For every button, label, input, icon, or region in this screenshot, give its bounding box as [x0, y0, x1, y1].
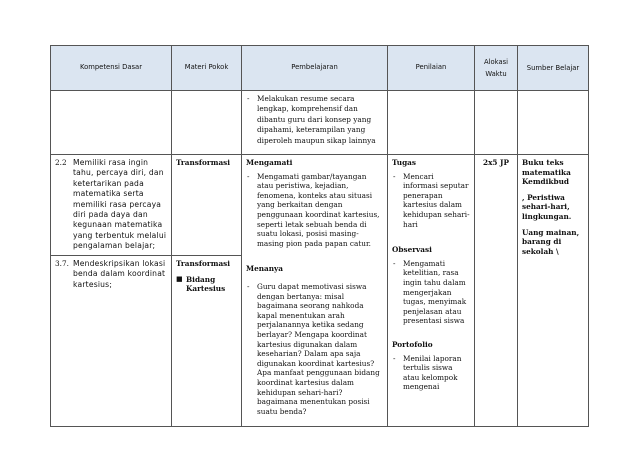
menanya-list — [246, 282, 383, 416]
alokasi-value: 2x5 JP — [483, 158, 509, 168]
list-item: - Melakukan resume secara lengkap, komprehensif dan dibantu guru dari konsep yang dipahami, keterampilan yang diperoleh maupun sikap lainnya — [246, 94, 383, 146]
header-materi: Materi Pokok — [172, 46, 242, 91]
materi-title-2: Transformasi — [176, 259, 231, 269]
materi-cell-2 — [172, 256, 242, 427]
list-item: - Mencari informasi seputar penerapan kartesius dalam kehidupan sehari-hari — [392, 172, 470, 230]
header-pembelajaran: Pembelajaran — [242, 46, 388, 91]
tugas-heading: Tugas — [392, 158, 417, 168]
tugas-list — [392, 172, 470, 230]
header-penilaian: Penilaian — [388, 46, 475, 91]
square-bullet-icon: ■ — [176, 274, 183, 283]
observasi-heading: Observasi — [392, 245, 432, 255]
list-item: - Mengamati ketelitian, rasa ingin tahu dalam mengerjakan tugas, menyimak penjelasan atau presentasi siswa — [392, 259, 470, 326]
table-row-kd-22 — [51, 155, 589, 256]
alokasi-cell — [475, 155, 518, 427]
mengamati-heading: Mengamati — [246, 158, 293, 168]
pembelajaran-cell-top — [242, 91, 388, 155]
list-item: - Mengamati gambar/tayangan atau peristiwa, kejadian, fenomena, konteks atau situasi yang berkaitan dengan penggunaan koordinat kartesius, seperti letak sebuah benda di suatu lokasi, posisi masing-masing pion pada papan catur. — [246, 172, 383, 249]
portofolio-list — [392, 354, 470, 392]
kd-22-number: 2.2 — [55, 158, 67, 168]
table-row-continuation — [51, 91, 589, 155]
kd-37-cell — [51, 256, 172, 427]
header-alokasi: Alokasi Waktu — [475, 46, 518, 91]
kd-37-number: 3.7. — [55, 259, 69, 269]
header-sumber: Sumber Belajar — [518, 46, 589, 91]
portofolio-heading: Portofolio — [392, 339, 433, 349]
rpp-table — [50, 45, 589, 427]
penilaian-cell — [388, 155, 475, 427]
pembelajaran-cell — [242, 155, 388, 427]
kd-22-cell — [51, 155, 172, 256]
observasi-list — [392, 259, 470, 326]
list-item: - Guru dapat memotivasi siswa dengan bertanya: misal bagaimana seorang nahkoda kapal menentukan arah perjalanannya ketika sedang berlayar? Mengapa koordinat kartesius digunakan dalam keseharian? Dalam apa saja digunakan koordinat kartesius? Apa manfaat penggunaan bidang koordinat kartesius dalam kehidupan sehari-hari? bagaimana menentukan posisi suatu benda? — [246, 282, 383, 416]
resume-list — [246, 94, 383, 146]
sumber-cell — [518, 155, 589, 427]
sumber-uang: Uang mainan, barang di sekolah \ — [522, 227, 580, 256]
mengamati-list — [246, 172, 383, 249]
materi-cell-1 — [172, 155, 242, 256]
header-kompetensi: Kompetensi Dasar — [51, 46, 172, 91]
header-row — [51, 46, 589, 91]
materi-bullet-text: Bidang Kartesius — [186, 274, 226, 294]
materi-bullet — [176, 275, 237, 294]
materi-title-1: Transformasi — [176, 158, 231, 168]
sumber-peristiwa: , Peristiwa sehari-hari, lingkungan. — [522, 192, 572, 221]
kd-22-text: Memiliki rasa ingin tahu, percaya diri, dan ketertarikan pada matematika serta memiliki rasa percaya diri pada daya dan kegunaan matematika yang terbentuk melalui pengalaman belajar; — [73, 158, 167, 251]
sumber-buku: Buku teks matematika Kemdikbud — [522, 158, 571, 187]
menanya-heading: Menanya — [246, 264, 284, 274]
list-item: - Menilai laporan tertulis siswa atau kelompok mengenai — [392, 354, 470, 392]
kd-37-text: Mendeskripsikan lokasi benda dalam koordinat kartesius; — [73, 259, 166, 289]
